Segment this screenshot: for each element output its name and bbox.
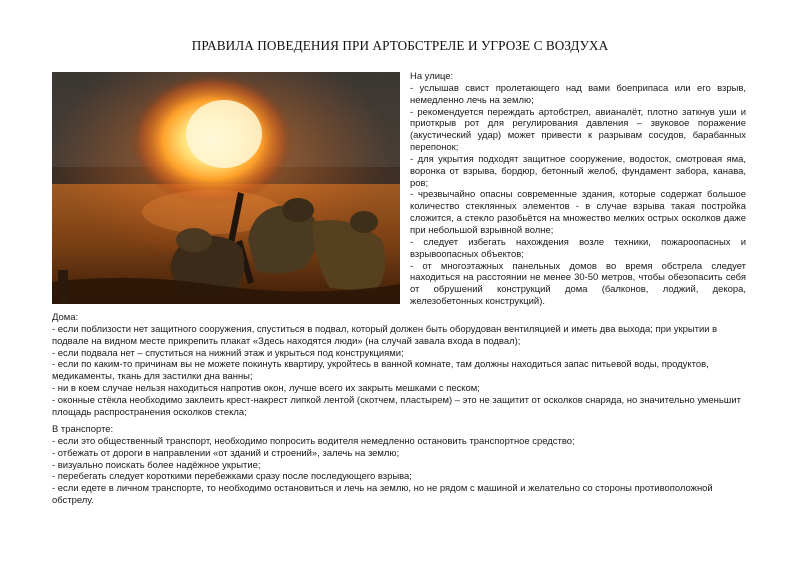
mortar-fire-photo	[52, 72, 400, 304]
transport-rules-heading: В транспорте:	[52, 424, 114, 435]
page-title: ПРАВИЛА ПОВЕДЕНИЯ ПРИ АРТОБСТРЕЛЕ И УГРОЗЕ С ВОЗДУХА	[191, 38, 609, 53]
street-rule-item: - следует избегать нахождения возле техники, пожароопасных и взрывоопасных объектов;	[410, 236, 746, 260]
home-rules-heading: Дома:	[52, 312, 79, 323]
transport-rule-item: - перебегать следует короткими перебежками сразу после последующего взрыва;	[52, 471, 412, 483]
home-rule-item: - если поблизости нет защитного сооружения, спуститься в подвал, который должен быть оборудован вентиляцией и иметь два выхода; при укрытии в подвале на видном месте прикрепить плакат «Здесь находятся люди» (на случай завала входа в подвал);	[52, 323, 718, 347]
street-rules-section	[410, 71, 746, 308]
transport-rule-item: - если это общественный транспорт, необходимо попросить водителя немедленно остановить транспортное средство;	[52, 435, 575, 447]
transport-rule-item: - отбежать от дороги в направлении «от зданий и строений», залечь на землю;	[52, 447, 400, 459]
home-rules-section	[52, 312, 752, 419]
street-rules-heading: На улице:	[410, 71, 454, 82]
street-rule-item: - для укрытия подходят защитное сооружение, водосток, смотровая яма, воронка от взрыва, бордюр, бетонный желоб, фундамент забора, канава, ров;	[410, 153, 746, 189]
home-rule-item: - ни в коем случае нельзя находиться напротив окон, лучше всего их закрыть мешками с песком;	[52, 383, 480, 395]
street-rule-item: - чрезвычайно опасны современные здания, которые содержат большое количество стеклянных элементов - в случае взрыва такая постройка сложится, а стекло разобьётся на множество мелких острых осколков даже при небольшой взрывной волне;	[410, 189, 746, 236]
home-rule-item: - если подвала нет – спуститься на нижний этаж и укрыться под конструкциями;	[52, 347, 404, 359]
street-rule-item: - от многоэтажных панельных домов во время обстрела следует находиться на расстоянии не менее 30-50 метров, чтобы обезопасить себя от обрушений конструкций дома (балконов, лоджий, декора, железобетонных конструкций).	[410, 260, 746, 308]
home-rule-item: - оконные стёкла необходимо заклеить крест-накрест липкой лентой (скотчем, пластырем) – это не защитит от осколков снаряда, но значительно уменьшит площадь распространения осколков стекла;	[52, 394, 741, 418]
transport-rule-item: - если едете в личном транспорте, то необходимо остановиться и лечь на землю, но не рядом с машиной и желательно со стороны противоположной обстрелу.	[52, 483, 713, 507]
home-rule-item: - если по каким-то причинам вы не можете покинуть квартиру, укройтесь в ванной комнате, там должны находиться запас питьевой воды, продуктов, медикаменты, ткань для застилки дна ванны;	[52, 359, 709, 383]
transport-rules-section	[52, 424, 752, 507]
transport-rule-item: - визуально поискать более надёжное укрытие;	[52, 459, 261, 471]
street-rule-item: - рекомендуется переждать артобстрел, авианалёт, плотно заткнув уши и приоткрыв рот для регулирования давления – звуковое поражение (акустический удар) может привести к разрывам сосудов, барабанных перепонок;	[410, 106, 746, 154]
street-rule-item: - услышав свист пролетающего над вами боеприпаса или его взрыв, немедленно лечь на землю;	[410, 82, 746, 106]
